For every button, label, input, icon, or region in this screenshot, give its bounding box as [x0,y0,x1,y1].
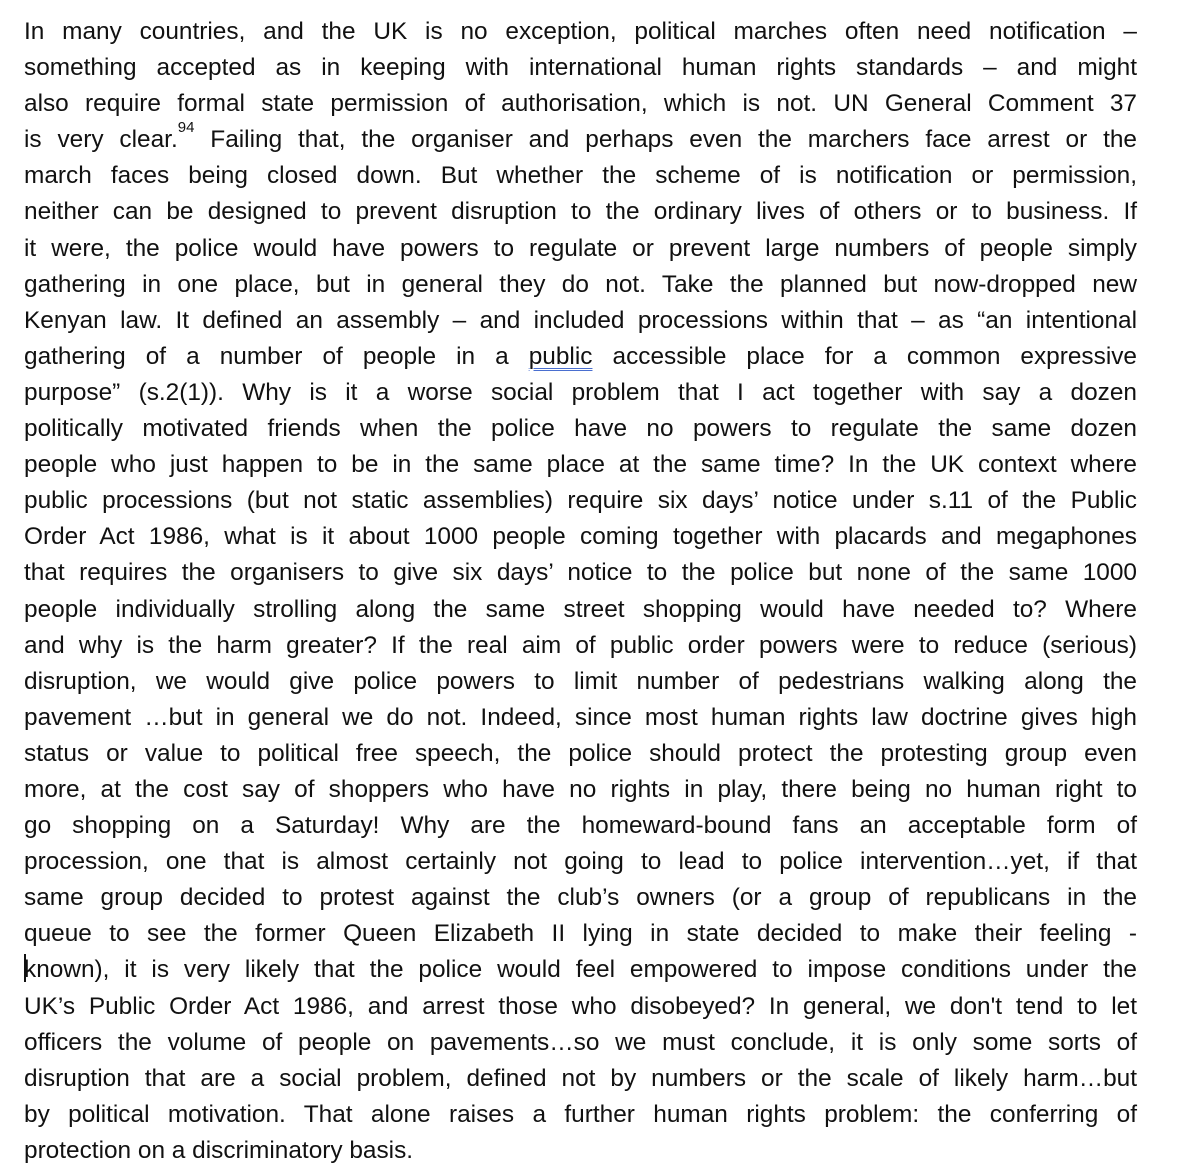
text-line: procession, one that is almost certainly not going to lead to police intervention…yet, if that [24,848,1137,876]
text-line: purpose” (s.2(1)). Why is it a worse social problem that I act together with say a dozen [24,378,1137,406]
text-line: march faces being closed down. But whether the scheme of is notification or permission, [24,162,1137,190]
text-line: something accepted as in keeping with international human rights standards – and might [24,54,1137,82]
text-line-with-spelling-flag [24,339,1137,375]
text-run: accessible place for a common expressive [592,342,1137,370]
text-line: officers the volume of people on pavements…so we must conclude, it is only some sorts of [24,1028,1137,1056]
text-run: is very clear. [24,126,178,154]
text-line-with-cursor [24,952,1137,988]
text-run: known), it is very likely that the police would feel empowered to impose conditions under the [24,956,1137,984]
text-line: gathering in one place, but in general they do not. Take the planned but now-dropped new [24,270,1137,298]
footnote-reference[interactable]: 94 [177,119,195,137]
text-run: gathering of a number of people in a [24,342,529,370]
text-line: In many countries, and the UK is no exception, political marches often need notification – [24,18,1137,45]
text-line: by political motivation. That alone raises a further human rights problem: the conferring of [24,1100,1137,1128]
text-line: it were, the police would have powers to regulate or prevent large numbers of people simply [24,234,1137,262]
text-line: pavement …but in general we do not. Indeed, since most human rights law doctrine gives high [24,703,1137,731]
text-line: that requires the organisers to give six days’ notice to the police but none of the same 1000 [24,559,1137,587]
text-run: Failing that, the organiser and perhaps even the marchers face arrest or the [194,126,1137,154]
text-line: people individually strolling along the same street shopping would have needed to? Where [24,595,1137,623]
text-line: same group decided to protest against the club’s owners (or a group of republicans in the [24,884,1137,912]
text-line: Kenyan law. It defined an assembly – and included processions within that – as “an intentional [24,306,1137,334]
text-line: disruption, we would give police powers to limit number of pedestrians walking along the [24,667,1137,695]
text-line: and why is the harm greater? If the real aim of public order powers were to reduce (serious) [24,631,1137,659]
body-paragraph[interactable] [24,14,1137,1169]
text-line: UK’s Public Order Act 1986, and arrest those who disobeyed? In general, we don't tend to let [24,992,1137,1020]
spelling-flagged-word[interactable]: public [528,342,593,370]
text-line: more, at the cost say of shoppers who have no rights in play, there being no human right to [24,775,1137,803]
text-line: disruption that are a social problem, defined not by numbers or the scale of likely harm…but [24,1064,1137,1092]
text-line: politically motivated friends when the police have no powers to regulate the same dozen [24,415,1137,443]
text-line: Order Act 1986, what is it about 1000 people coming together with placards and megaphones [24,523,1137,551]
text-line: people who just happen to be in the same place at the same time? In the UK context where [24,451,1137,479]
text-line: queue to see the former Queen Elizabeth II lying in state decided to make their feeling - [24,920,1137,948]
text-line: status or value to political free speech, the police should protect the protesting group even [24,739,1137,767]
text-line: go shopping on a Saturday! Why are the homeward-bound fans an acceptable form of [24,812,1137,840]
text-line-with-footnote [24,119,1137,158]
text-line: also require formal state permission of authorisation, which is not. UN General Comment 37 [24,90,1137,118]
text-line: neither can be designed to prevent disruption to the ordinary lives of others or to business. If [24,198,1137,226]
text-line: public processions (but not static assemblies) require six days’ notice under s.11 of the Public [24,487,1137,515]
text-line-last: protection on a discriminatory basis. [24,1136,414,1164]
